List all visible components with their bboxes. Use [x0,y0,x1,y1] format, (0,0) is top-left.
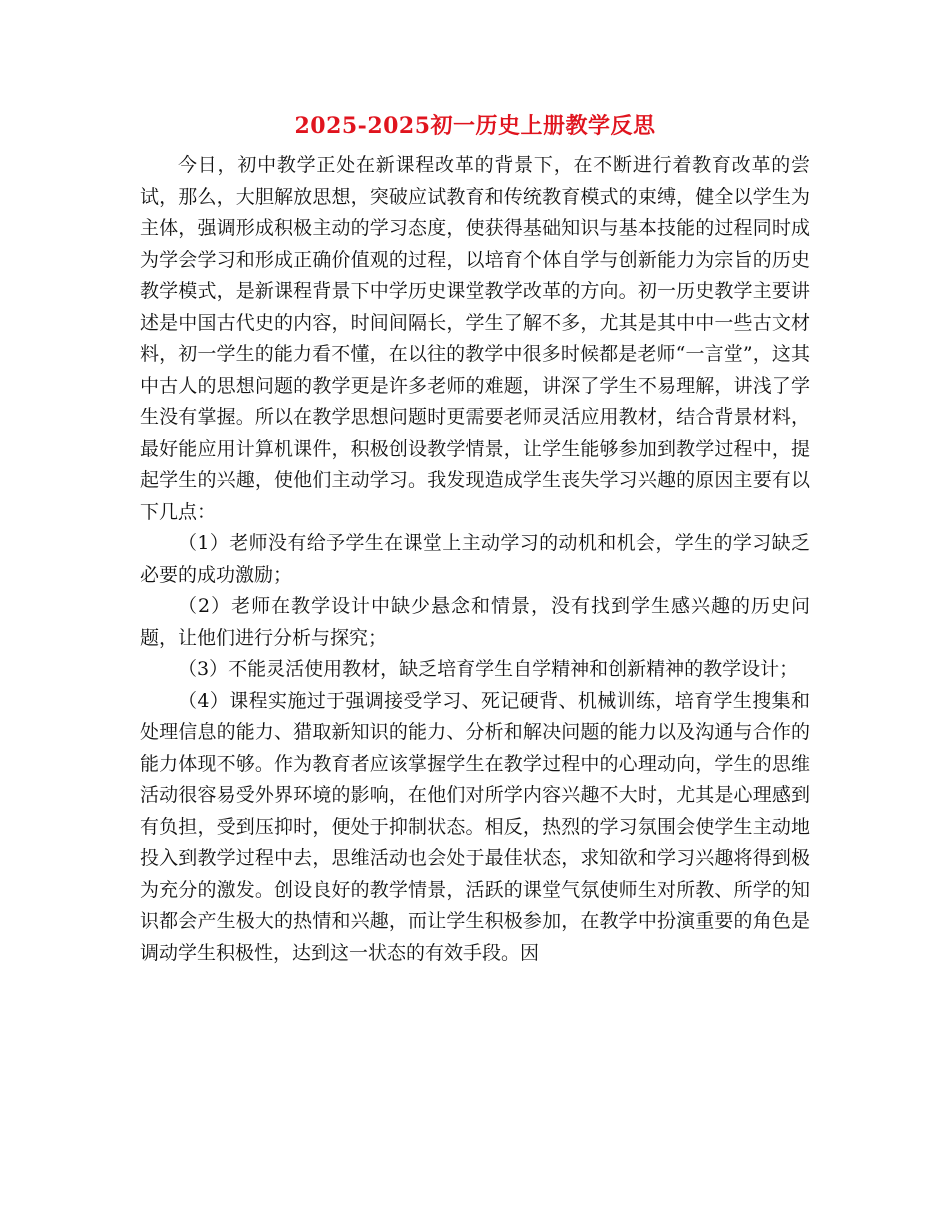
paragraph-reason-1: （1）老师没有给予学生在课堂上主动学习的动机和机会，学生的学习缺乏必要的成功激励； [140,532,810,586]
paragraph-reason-4: （4）课程实施过于强调接受学习、死记硬背、机械训练，培育学生搜集和处理信息的能力、猎取新知识的能力、分析和解决问题的能力以及沟通与合作的能力体现不够。作为教育者应该掌握学生在教学过程中的心理动向，学生的思维活动很容易受外界环境的影响，在他们对所学内容兴趣不大时，尤其是心理感到有负担，受到压抑时，便处于抑制状态。相反，热烈的学习氛围会使学生主动地投入到教学过程中去，思维活动也会处于最佳状态，求知欲和学习兴趣将得到极为充分的激发。创设良好的教学情景，活跃的课堂气氛使师生对所教、所学的知识都会产生极大的热情和兴趣，而让学生积极参加，在教学中扮演重要的角色是调动学生积极性，达到这一状态的有效手段。因 [140,689,810,964]
paragraph-reason-3: （3）不能灵活使用教材，缺乏培育学生自学精神和创新精神的教学设计； [178,658,799,680]
paragraph-reason-2: （2）老师在教学设计中缺少悬念和情景，没有找到学生感兴趣的历史问题，让他们进行分析与探究； [140,595,810,649]
document-body [140,150,810,969]
document-title: 2025-2025初一历史上册教学反思 [294,113,656,139]
paragraph-intro: 今日，初中教学正处在新课程改革的背景下，在不断进行着教育改革的尝试，那么，大胆解放思想，突破应试教育和传统教育模式的束缚，健全以学生为主体，强调形成积极主动的学习态度，使获得基础知识与基本技能的过程同时成为学会学习和形成正确价值观的过程，以培育个体自学与创新能力为宗旨的历史教学模式，是新课程背景下中学历史课堂教学改革的方向。初一历史教学主要讲述是中国古代史的内容，时间间隔长，学生了解不多，尤其是其中中一些古文材料，初一学生的能力看不懂，在以往的教学中很多时候都是老师“一言堂”，这其中古人的思想问题的教学更是许多老师的难题，讲深了学生不易理解，讲浅了学生没有掌握。所以在教学思想问题时更需要老师灵活应用教材，结合背景材料，最好能应用计算机课件，积极创设教学情景，让学生能够参加到教学过程中，提起学生的兴趣，使他们主动学习。我发现造成学生丧失学习兴趣的原因主要有以下几点： [140,154,810,523]
